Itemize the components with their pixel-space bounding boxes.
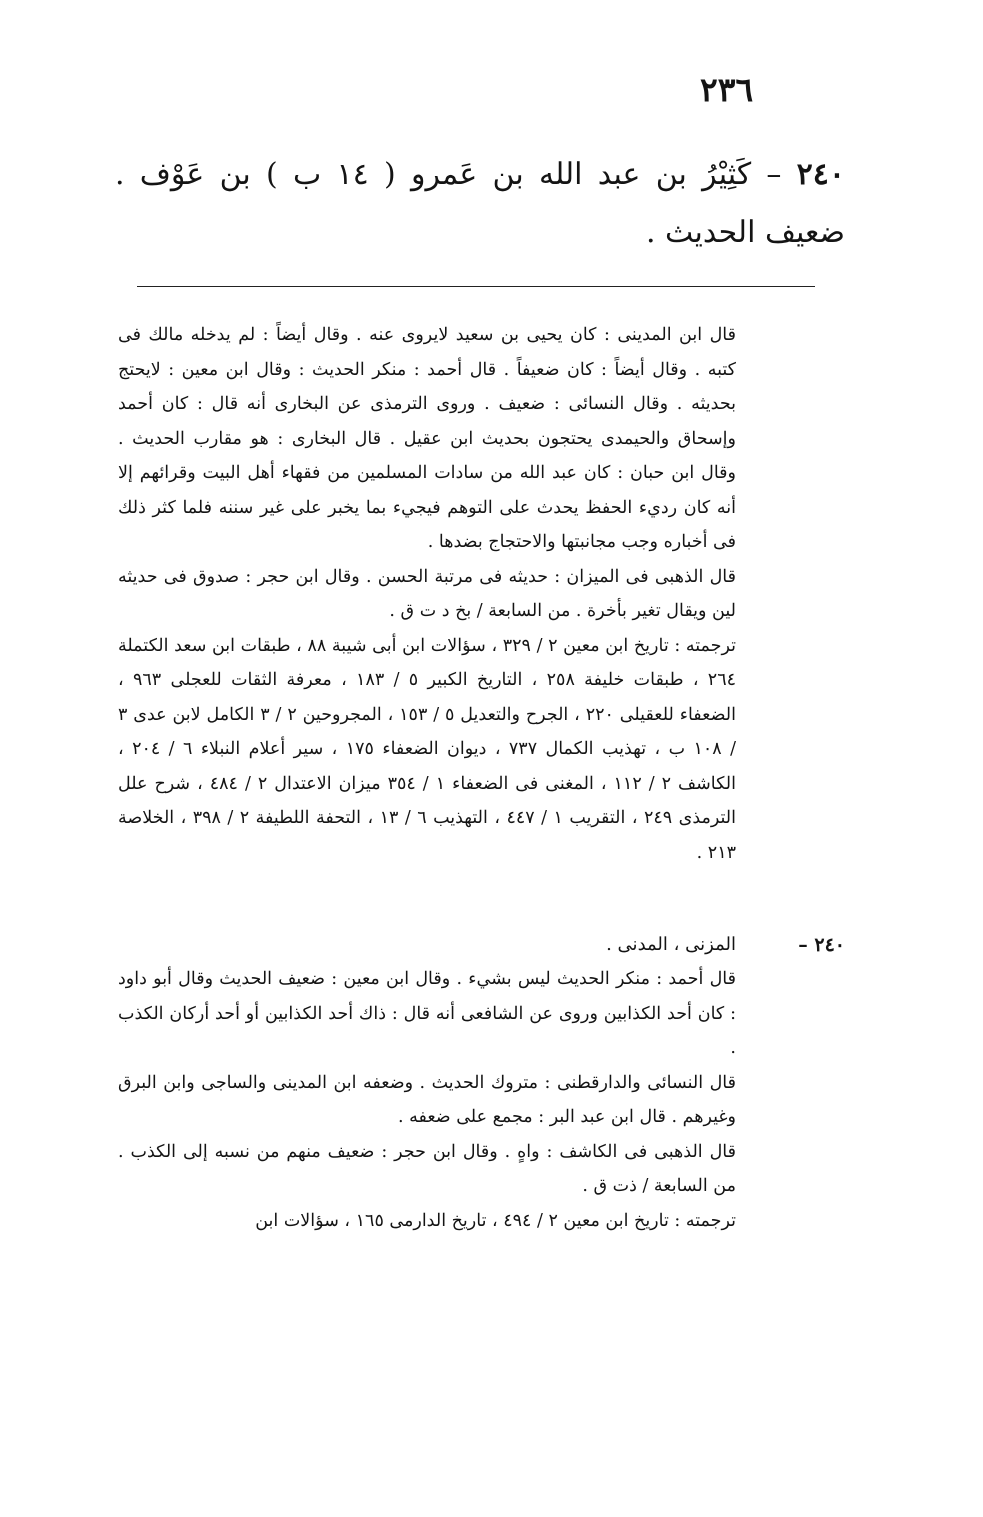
footnote-paragraph: قال الذهبى فى الكاشف : واهٍ . وقال ابن حجر : ضعيف منهم من نسبه إلى الكذب . من السابعة / ذت ق . <box>118 1141 736 1196</box>
entry-text: كَثِيْرُ بن عبد الله بن عَمرو ( ١٤ ب ) بن عَوْف . ضعيف الحديث . <box>115 157 845 250</box>
footnote-divider <box>137 286 815 287</box>
footnote-paragraph: قال ابن المدينى : كان يحيى بن سعيد لايروى عنه . وقال أيضاً : لم يدخله مالك فى كتبه . وقال أيضاً : كان ضعيفاً . قال أحمد : منكر الحديث : وقال ابن معين : لايحتج بحديثه . وقال النسائى : ضعيف . وروى الترمذى عن البخارى أنه قال : كان أحمد وإسحاق والحيمدى يحتجون بحديث ابن عقيل . قال البخارى : هو مقارب الحديث . وقال ابن حبان : كان عبد الله من سادات المسلمين من فقهاء أهل البيت وقرائهم إلا أنه كان رديء الحفظ يحدث على التوهم فيجيء بما يخبر على غير سننه فلما كثر ذلك فى أخباره وجب مجانبتها والاحتجاج بضدها . <box>118 325 736 552</box>
entry-2-number <box>760 928 845 962</box>
entry-2-heading: المزنى ، المدنى . <box>606 934 736 955</box>
entry-number: ٢٤٠ <box>796 157 846 192</box>
footnote-paragraph: قال أحمد : منكر الحديث ليس بشيء . وقال ابن معين : ضعيف الحديث وقال أبو داود : كان أحد الكذابين وروى عن الشافعى أنه قال : ذاك أحد الكذابين أو أحد أركان الكذب . <box>118 969 736 1058</box>
main-entry <box>115 146 845 262</box>
page-number: ٢٣٦ <box>700 70 754 109</box>
footnotes-entry-1 <box>118 318 736 870</box>
footnote-paragraph: ترجمته : تاريخ ابن معين ٢ / ٤٩٤ ، تاريخ الدارمى ١٦٥ ، سؤالات ابن <box>255 1210 736 1231</box>
entry-dash: – <box>751 157 797 192</box>
entry-2-number-value: ٢٤٠ <box>814 934 845 956</box>
footnote-paragraph: قال الذهبى فى الميزان : حديثه فى مرتبة الحسن . وقال ابن حجر : صدوق فى حديثه لين ويقال تغير بأخرة . من السابعة / بخ د ت ق . <box>118 566 736 621</box>
footnotes-entry-2 <box>118 928 736 1238</box>
footnote-paragraph: قال النسائى والدارقطنى : متروك الحديث . وضعفه ابن المدينى والساجى وابن البرق وغيرهم . قال ابن عبد البر : مجمع على ضعفه . <box>118 1072 736 1127</box>
entry-2-dash: – <box>798 934 815 956</box>
footnote-paragraph: ترجمته : تاريخ ابن معين ٢ / ٣٢٩ ، سؤالات ابن أبى شيبة ٨٨ ، طبقات ابن سعد الكتملة ٢٦٤ ، طبقات خليفة ٢٥٨ ، التاريخ الكبير ٥ / ١٨٣ ، معرفة الثقات للعجلى ٩٦٣ ، الضعفاء للعقيلى ٢٢٠ ، الجرح والتعديل ٥ / ١٥٣ ، المجروحين ٢ / ٣ الكامل لابن عدى ٣ / ١٠٨ ب ، تهذيب الكمال ٧٣٧ ، ديوان الضعفاء ١٧٥ ، سير أعلام النبلاء ٦ / ٢٠٤ ، الكاشف ٢ / ١١٢ ، المغنى فى الضعفاء ١ / ٣٥٤ ميزان الاعتدال ٢ / ٤٨٤ ، شرح علل الترمذى ٢٤٩ ، التقريب ١ / ٤٤٧ ، التهذيب ٦ / ١٣ ، التحفة اللطيفة ٢ / ٣٩٨ ، الخلاصة ٢١٣ . <box>118 635 737 863</box>
